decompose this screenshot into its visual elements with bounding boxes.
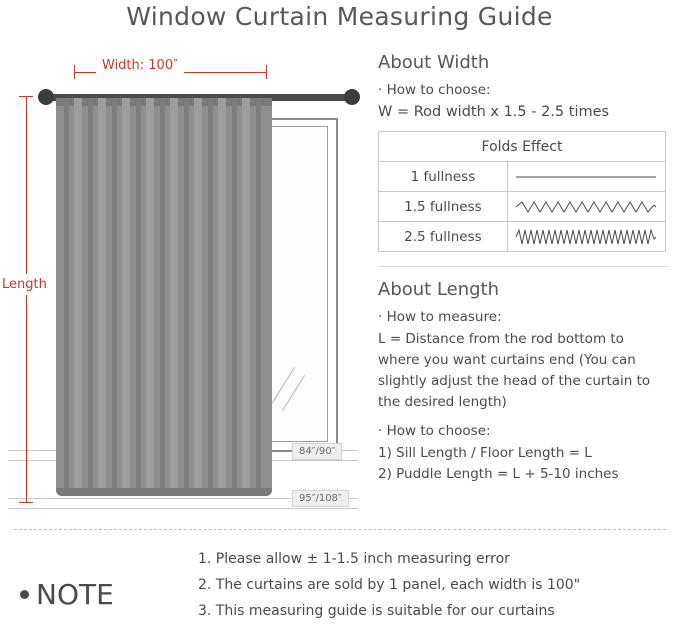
about-length-text-1: L = Distance from the rod bottom to (378, 331, 624, 347)
length-tick-bottom (19, 502, 33, 503)
curtain-fold (256, 98, 261, 496)
about-length-text-4: the desired length) (378, 394, 507, 410)
bullet-icon (20, 590, 29, 599)
curtain-fold (194, 98, 202, 496)
about-width-heading: About Width (378, 52, 490, 73)
curtain-fold (136, 98, 141, 496)
width-tick-right (266, 65, 267, 79)
info-panel (378, 52, 676, 486)
note-list (198, 546, 668, 624)
width-measure-label: Width: 100″ (96, 58, 184, 73)
about-length-choice-2: 2) Puddle Length = L + 5-10 inches (378, 466, 619, 482)
section-divider (378, 266, 668, 267)
length-measure-line (26, 96, 27, 502)
list-item: 1. Please allow ± 1-1.5 inch measuring error (198, 551, 510, 567)
table-row (379, 132, 666, 162)
rod-finial-right (344, 89, 360, 105)
floor-line (8, 508, 358, 509)
size-chip-floor: 95″/108″ (292, 490, 349, 507)
dashed-separator (14, 529, 666, 530)
curtain-fold (218, 98, 226, 496)
size-chip-sill: 84″/90″ (292, 443, 342, 460)
folds-row-label: 1 fullness (379, 162, 508, 192)
folds-row-label: 1.5 fullness (379, 192, 508, 222)
curtain-fold (242, 98, 250, 496)
table-row (379, 162, 666, 192)
about-length-text-2: where you want curtains end (You can (378, 352, 636, 368)
folds-table-header: Folds Effect (379, 132, 666, 162)
folds-wave-dense (507, 222, 665, 252)
note-label: NOTE (36, 578, 114, 611)
folds-row-label: 2.5 fullness (379, 222, 508, 252)
length-measure-label: Length (0, 274, 49, 295)
table-row (379, 192, 666, 222)
curtain-fold (98, 98, 106, 496)
list-item: 3. This measuring guide is suitable for our curtains (198, 603, 555, 619)
length-tick-top (19, 96, 33, 97)
curtain-fold (170, 98, 178, 496)
curtain-fold (122, 98, 130, 496)
about-width-how-to-choose: · How to choose: (378, 82, 491, 98)
curtain-hem (56, 488, 272, 496)
about-width-formula: W = Rod width x 1.5 - 2.5 times (378, 104, 610, 120)
curtain-fold (160, 98, 165, 496)
curtain-panel (56, 98, 272, 496)
about-length-choice-1: 1) Sill Length / Floor Length = L (378, 445, 592, 461)
folds-effect-table (378, 131, 666, 252)
note-section (14, 540, 666, 640)
rod-finial-left (38, 89, 54, 105)
list-item: 2. The curtains are sold by 1 panel, each width is 100" (198, 577, 581, 593)
curtain-fold (88, 98, 93, 496)
curtain-fold (64, 98, 69, 496)
curtain-fold (184, 98, 189, 496)
about-length-how-to-choose: · How to choose: (378, 423, 491, 439)
curtain-fold (146, 98, 154, 496)
table-row (379, 222, 666, 252)
curtain-fold (232, 98, 237, 496)
about-length-text-3: slightly adjust the head of the curtain to (378, 373, 651, 389)
page-title: Window Curtain Measuring Guide (126, 2, 553, 31)
about-length-how-to-measure: · How to measure: (378, 309, 502, 325)
about-length-heading: About Length (378, 279, 500, 300)
curtain-fold (208, 98, 213, 496)
folds-wave-flat (507, 162, 665, 192)
curtain-fold (74, 98, 82, 496)
folds-wave-medium (507, 192, 665, 222)
width-tick-left (74, 65, 75, 79)
curtain-diagram (0, 46, 372, 524)
curtain-fold (112, 98, 117, 496)
